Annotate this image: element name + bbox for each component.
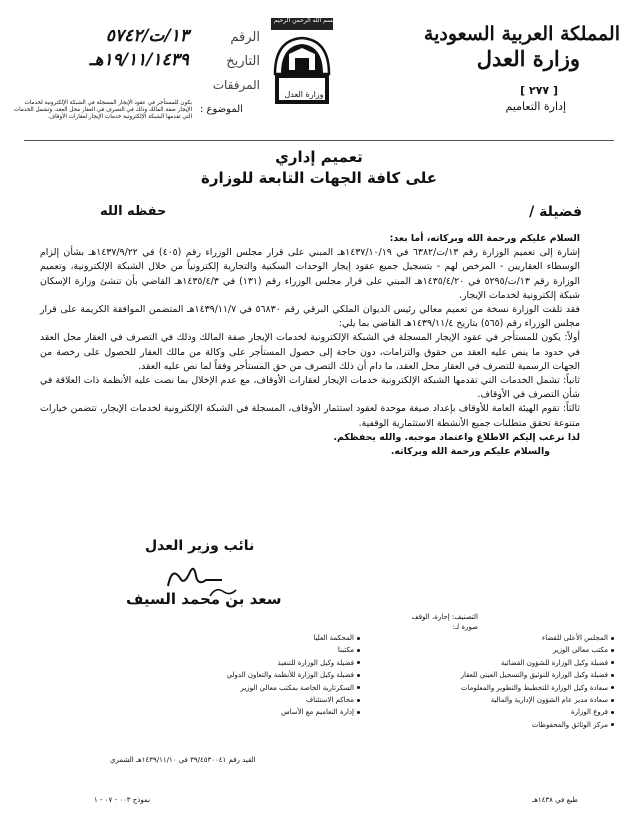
list-item: فضيلة وكيل الوزارة للتنفيذ [160, 657, 360, 669]
header-divider [24, 140, 614, 141]
ministry-header [400, 22, 620, 113]
attachments-label: المرفقات [212, 78, 260, 92]
list-item: فضيلة وكيل الوزارة للشؤون القضائية [344, 657, 614, 669]
body-paragraph: أولاً: يكون للمستأجر في عقود الإيجار المسجلة في الشبكة الإلكترونية لخدمات الإيجار صفة المالك وذلك في التصرف في العقار محل العقد في حدود ما ينص عليه العقد من حقوق والتزامات، دون حاجة إلى حصول المستأجر على وكالة من مالك العقار للحصول على رخصة من الجهات الرسمية للتصرف في العقار محل العقد، ما دام أن ذلك التصرف من حق المستأجر وفقاً لما نص عليه العقد. [40, 332, 580, 372]
document-title: تعميم إداري [275, 148, 363, 166]
list-item: فضيلة وكيل الوزارة للتوثيق والتسجيل العيني للعقار [344, 669, 614, 681]
list-item: فضيلة وكيل الوزارة للأنظمة والتعاون الدولي [160, 669, 360, 681]
list-item: مكتبنا [160, 644, 360, 656]
emblem-basmala: بسم الله الرحمن الرحيم [273, 17, 335, 24]
reference-fields [20, 24, 260, 96]
closing-line: لذا نرغب إليكم الاطلاع واعتماد موجبه. والله يحفظكم. [333, 431, 580, 443]
ref-date-value: ١٩/١١/١٤٣٩هـ [89, 50, 189, 70]
list-item: إدارة التعاميم مع الأساس [160, 706, 360, 718]
copy-to-label: صورة لـ: [452, 623, 478, 631]
salutation-suffix: حفظه الله [100, 204, 167, 219]
signatory-name: سعد بن محمد السيف [126, 590, 282, 608]
form-number: نموذج ٠٠٣ - ٠٧ - ١ [94, 796, 151, 804]
body-paragraph: فقد تلقت الوزارة نسخة من تعميم معالي رئيس الديوان الملكي البرقي رقم ٥٦٨٣٠ في ١٤٣٩/١١/٧هـ المتضمن الموافقة الكريمة على قرار مجلس الوزراء رقم (٥٦٥) بتاريخ ١٤٣٩/١١/٤هـ القاضي بما يلي: [40, 304, 580, 330]
list-item: سعادة وكيل الوزارة للتخطيط والتطوير والمعلومات [344, 682, 614, 694]
list-item: المجلس الأعلى للقضاء [344, 632, 614, 644]
list-item: سعادة مدير عام الشؤون الإدارية والمالية [344, 694, 614, 706]
list-item: محاكم الاستئناف [160, 694, 360, 706]
emblem-caption: وزارة العدل [284, 90, 324, 99]
ref-date-label: التاريخ [226, 54, 260, 69]
distribution-list-right [344, 632, 614, 731]
closing-greeting: والسلام عليكم ورحمة الله وبركاته. [390, 446, 550, 458]
distribution-list-left [160, 632, 360, 719]
body-paragraph: ثالثاً: تقوم الهيئة العامة للأوقاف بإعداد صيغة موحدة لعقود استثمار الأوقاف، المسجلة في الشبكة الإلكترونية لخدمات الإيجار، تتضمن خيارات متنوعة تحقق متطلبات جميع الأنشطة الاستثمارية الوقفية. [40, 403, 580, 429]
attachments-row [20, 72, 260, 96]
ref-number-label: الرقم [230, 30, 260, 45]
body-paragraph: ثانياً: تشمل الخدمات التي تقدمها الشبكة الإلكترونية خدمات الإيجار لعقارات الأوقاف، مع عدم الإخلال بما نصت عليه الأنظمة ذات العلاقة في شأن التصرف في الأوقاف. [40, 375, 580, 401]
list-item: فروع الوزارة [344, 706, 614, 718]
list-item: المحكمة العليا [160, 632, 360, 644]
registry-entry: القيد رقم ٣٩/٤٥٣٠٠٤١ في ١٤٣٩/١١/١٠هـ الشمري [110, 756, 256, 764]
print-year: طبع في ١٤٣٨هـ [532, 796, 578, 804]
department-name: إدارة التعاميم [505, 100, 566, 113]
ref-date-row [20, 48, 260, 72]
list-item: السكرتارية الخاصة بمكتب معالي الوزير [160, 682, 360, 694]
document-body [40, 232, 580, 459]
signatory-title: نائب وزير العدل [145, 538, 255, 554]
salutation: فضيلة / [529, 204, 582, 220]
circular-number-box: [ ٢٧٧ ] [520, 84, 558, 97]
ministry-name: وزارة العدل [476, 46, 580, 71]
ref-number-row [20, 24, 260, 48]
subject-text: بكون للمستأجر في عقود الإيجار المسجلة في الشبكة الإلكترونية لخدمات الإيجار صفة المالك وذلك في التصرف في العقار محل العقد، وتشمل الخدمات التي تقدمها الشبكة الإلكترونية خدمات الإيجار لعقارات الأوقاف. [13, 100, 192, 120]
list-item: مكتب معالي الوزير [344, 644, 614, 656]
distribution-header [411, 612, 478, 632]
body-paragraph: إشارة إلى تعميم الوزارة رقم ١٣/ت/٦٣٨٢ في ١٤٣٧/١٠/١٩هـ المبني على قرار مجلس الوزراء رقم (٤٠٥) في ١٤٣٧/٩/٢٢هـ بشأن إلزام الوسطاء العقاريين - المرخص لهم - بتسجيل جميع عقود إيجار الوحدات السكنية والتجارية إلكترونياً من خلال الشبكة الإلكترونية، وتعميم الوزارة رقم ١٣/ت/٥٢٩٥ في ١٤٣٥/٤/٢٠هـ المبني على قرار مجلس الوزراء رقم (١٣١) في ١٤٣٥/٤/٣هـ القاضي بأن تنشئ وزارة الإسكان شبكة إلكترونية لخدمات الإيجار. [40, 247, 580, 301]
ref-number-value: ١٣/ت/٥٧٤٢ [105, 26, 189, 46]
document-subtitle: على كافة الجهات التابعة للوزارة [200, 169, 438, 187]
greeting: السلام عليكم ورحمة الله وبركاته، أما بعد: [389, 233, 580, 244]
subject-label: الموضوع : [200, 104, 243, 115]
kingdom-name: المملكة العربية السعودية [423, 23, 620, 45]
classification: التصنيف: إجارة، الوقف [411, 613, 478, 621]
list-item: مركز الوثائق والمحفوظات [344, 719, 614, 731]
ministry-emblem [265, 14, 339, 114]
